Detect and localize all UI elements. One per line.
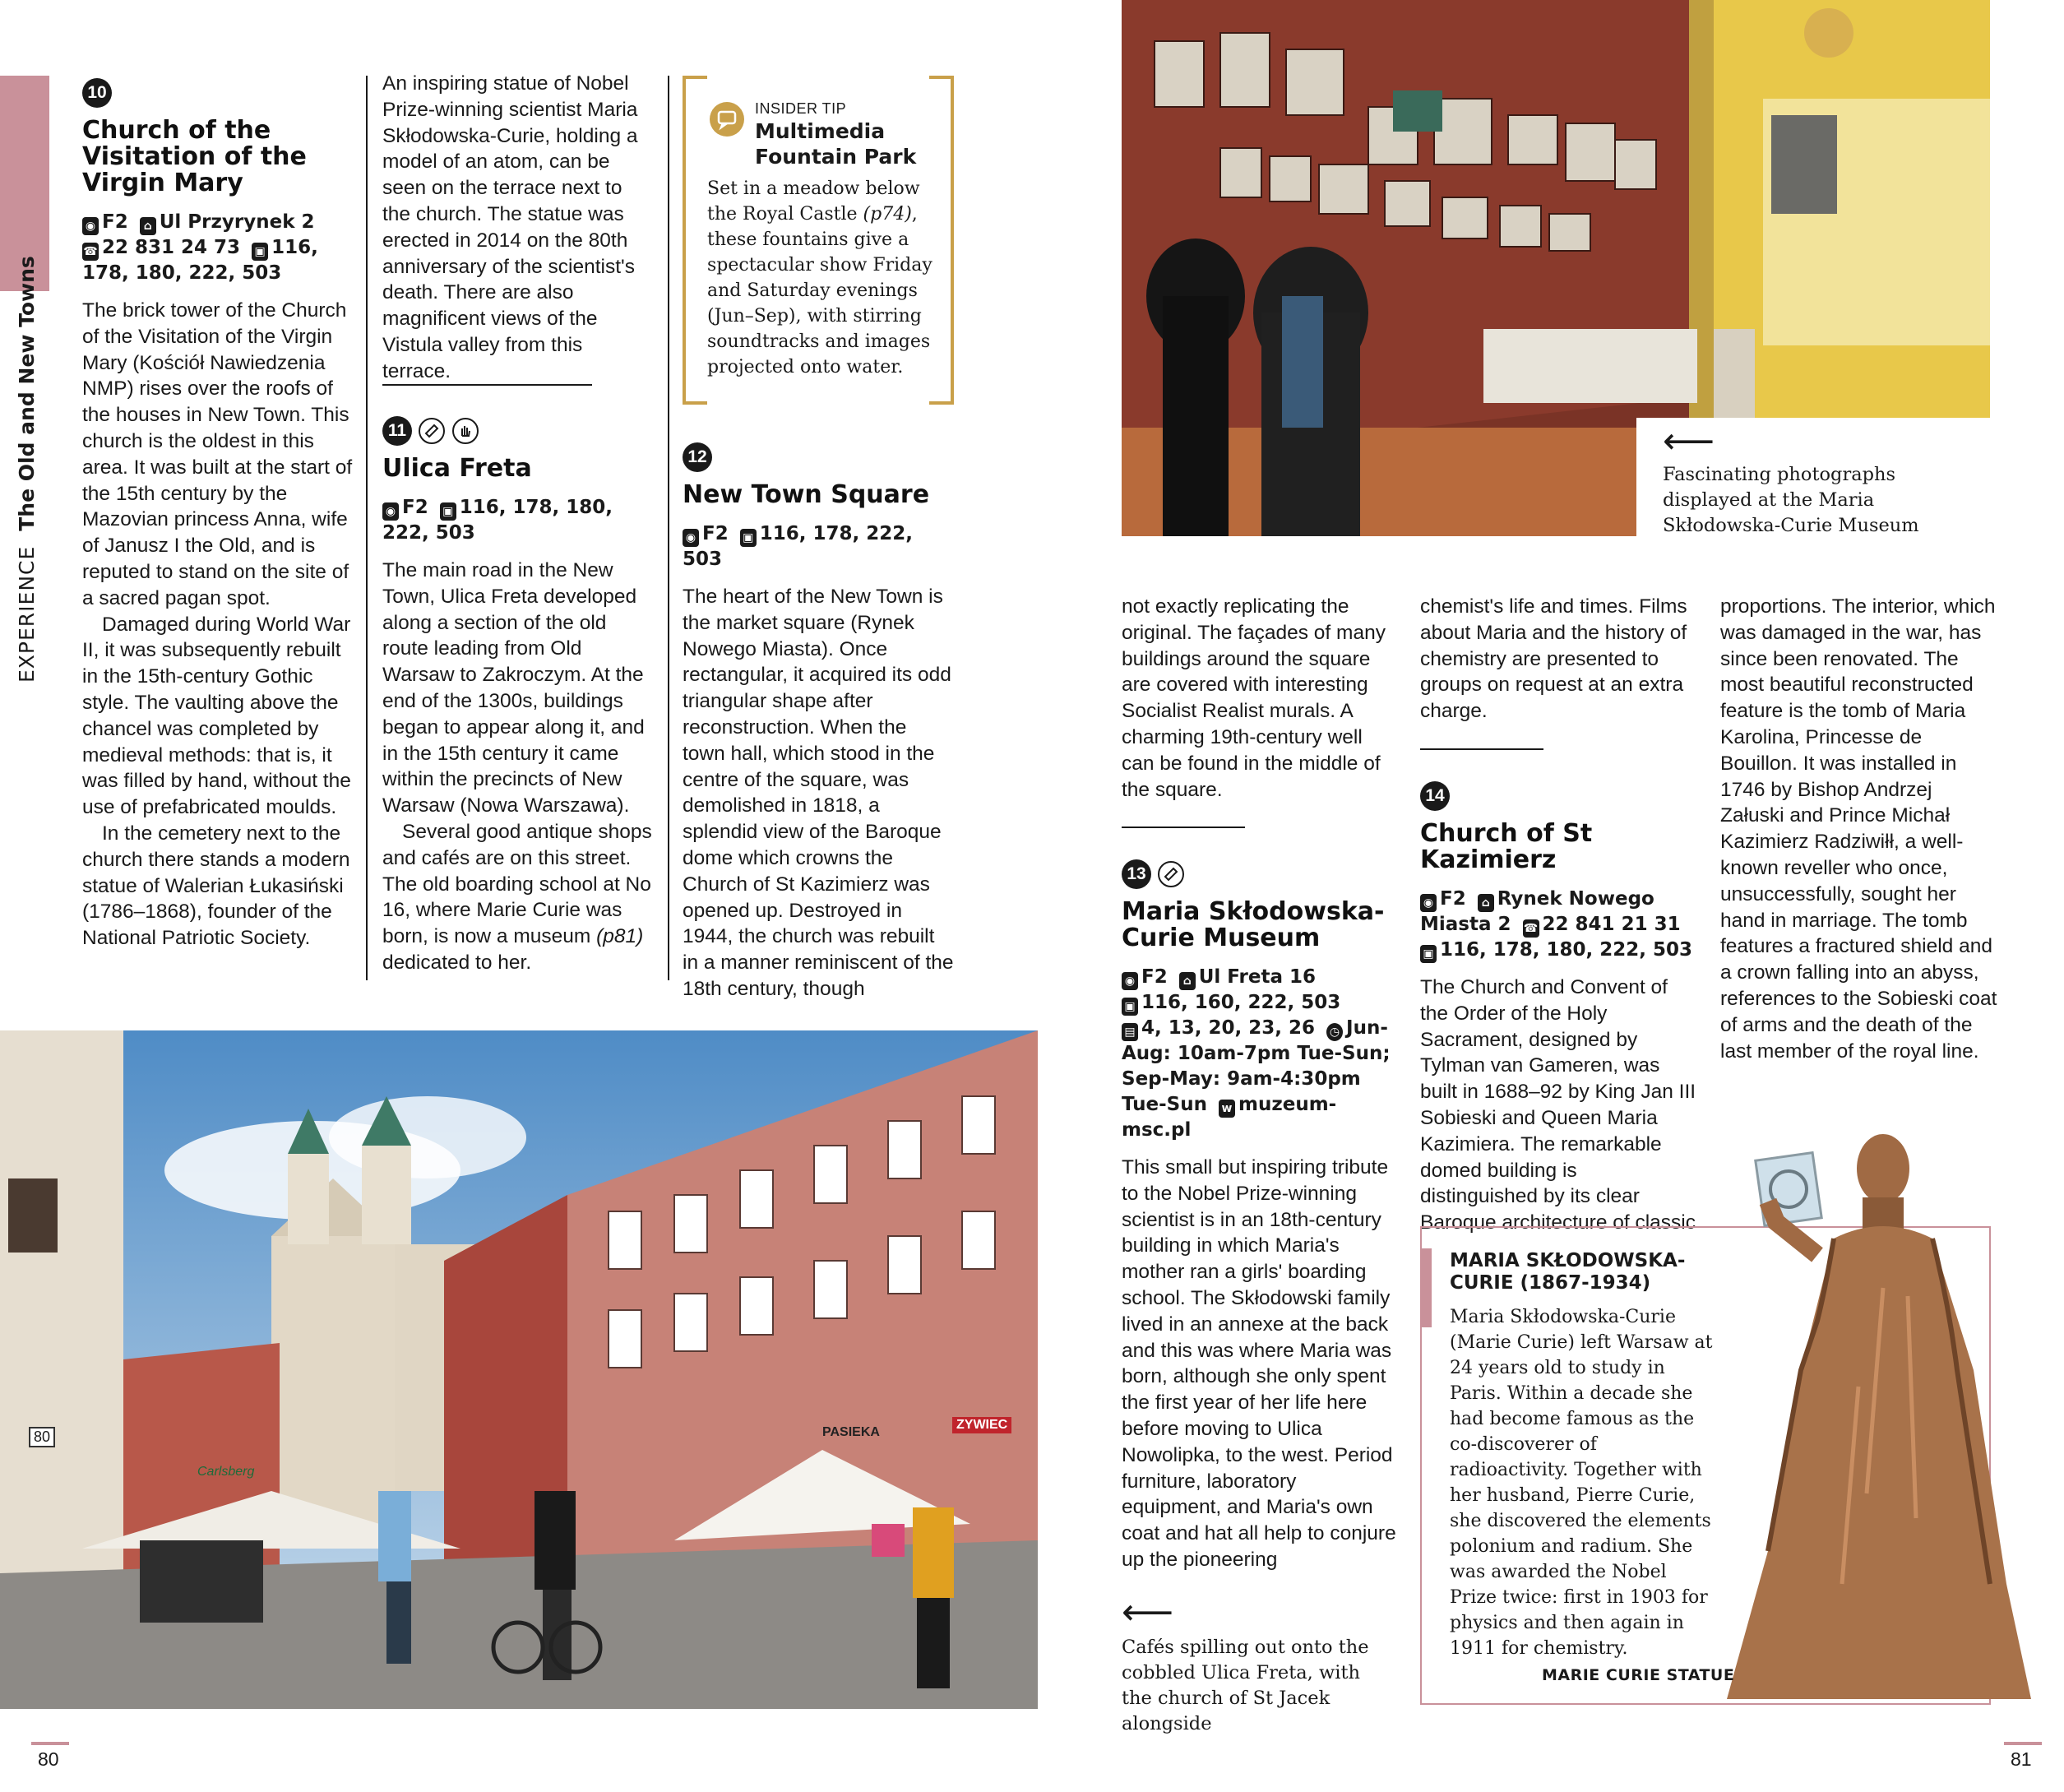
street-sign-pasieka: PASIEKA <box>822 1425 880 1439</box>
map-pin-icon: ◉ <box>1420 894 1437 912</box>
paragraph: The Church and Convent of the Order of the Holy Sacrament, designed by Tylman van Gameren, was built in 1688–92 by King Jan III Sobieski and Queen Maria Kazimiera. The remarkable domed building is distinguished by its clear Baroque architecture of classic <box>1420 976 1696 1234</box>
entry-info: ◉ F2 ⌂ Ul Przyrynek 2 ☎ 22 831 24 73 ▣ 116, 178, 180, 222, 503 <box>82 211 318 284</box>
entry-title: Church of St Kazimierz <box>1420 819 1593 874</box>
entry-number: 11 <box>382 416 412 446</box>
map-pin-icon: ◉ <box>82 217 99 235</box>
paragraph: proportions. The interior, which was damaged in the war, has since been renovated. The most beautiful reconstructed feature is the tomb of Maria Karolina, Princesse de Bouillon. It was installed in 1746 by Bishop Andrzej Załuski and Prince Michał Kazimierz Radziwiłł, a well-known reveller who once, unsuccessfully, sought her hand in marriage. The tomb features a fractured shield and a crown falling into an abyss, references to the Sobieski coat of arms and the death of the last member of the royal line. <box>1720 595 1997 1063</box>
column-6 <box>1420 594 1700 725</box>
paragraph: This small but inspiring tribute to the Nobel Prize-winning scientist is in an 18th-century building in which Maria's mother ran a girls' boarding school. The Skłodowski family lived in an annexe at the back and this was where Maria was born, although she only spent the first year of her life here before moving to Ulica Nowolipka, to the west. Period furniture, laboratory equipment, and Maria's own coat and hat all help to conjure up the pioneering <box>1122 1156 1396 1571</box>
address-icon: ⌂ <box>1179 972 1196 990</box>
house-number-sign: 80 <box>29 1427 55 1447</box>
entry-title: Church of the Visitation of the Virgin Mary <box>82 116 307 197</box>
entry-info: ◉ F2 ⌂ Ul Freta 16 ▣ 116, 160, 222, 503 ▤ 4, 13, 20, 23, 26 ◷ Jun-Aug: 10am-7pm Tue-Sun; Sep-May: 9am-4:30pm Tue-Sun w muzeum-msc.pl <box>1122 966 1391 1141</box>
paragraph: An inspiring statue of Nobel Prize-winning scientist Maria Skłodowska-Curie, holding a model of an atom, can be seen on the terrace next to the church. The statue was erected in 2014 on the 80th anniversary of the scientist's death. There are also magnificent views of the Vistula valley from this terrace. <box>382 72 638 382</box>
clock-icon: ◷ <box>1326 1023 1343 1041</box>
sidebar-text: Maria Skłodowska-Curie (Marie Curie) left Warsaw at 24 years old to study in Paris. Within a decade she had become famous as the co-discoverer of radioactivity. Together with her husband, Pierre Curie, she discovered the elements polonium and radium. She was awarded the Nobel Prize twice: first in 1903 for physics and then again in 1911 for chemistry. <box>1450 1307 1713 1659</box>
side-tab-text <box>15 256 39 683</box>
tip-kicker: INSIDER TIP <box>755 100 847 117</box>
insider-tip-box <box>683 76 954 405</box>
entry-new-town-square <box>683 442 954 1003</box>
map-pin-icon: ◉ <box>1122 972 1138 990</box>
column-7 <box>1720 594 2000 1064</box>
address-icon: ⌂ <box>1478 894 1494 912</box>
museum-interior-photo <box>1122 0 1990 536</box>
bus-icon: ▣ <box>1122 998 1138 1016</box>
column-2 <box>382 71 654 385</box>
hand-icon <box>452 418 479 444</box>
column-5 <box>1122 594 1393 803</box>
ticket-icon <box>419 418 445 444</box>
paragraph: In the cemetery next to the church there stands a modern statue of Walerian Łukasiński (1786–1868), founder of the National Patriotic Society. <box>82 822 350 950</box>
section-label: EXPERIENCE <box>15 545 39 683</box>
page-reference[interactable]: (p74) <box>863 204 912 225</box>
tip-text: Set in a meadow below the Royal Castle (p74), these fountains give a spectacular show Friday and Saturday evenings (Jun–Sep), with stirring soundtracks and images projected onto water. <box>707 178 933 377</box>
entry-title: Maria Skłodowska-Curie Museum <box>1122 897 1385 952</box>
paragraph: not exactly replicating the original. The façades of many buildings around the square are covered with interesting Socialist Realist murals. A charming 19th-century well can be found in the middle of the square. <box>1122 595 1386 801</box>
street-sign-zywiec: ZYWIEC <box>952 1417 1011 1433</box>
paragraph: chemist's life and times. Films about Maria and the history of chemistry are presented to groups on request at an extra charge. <box>1420 595 1687 723</box>
page-number-left: 80 <box>38 1748 59 1770</box>
map-pin-icon: ◉ <box>382 502 399 521</box>
bus-icon: ▣ <box>740 529 757 547</box>
column-divider <box>668 76 669 980</box>
arrow-left-icon: ⟵ <box>1663 420 1715 462</box>
section-rule <box>1122 827 1245 828</box>
bus-icon: ▣ <box>1420 945 1437 963</box>
statue-caption: MARIE CURIE STATUE <box>1542 1666 1735 1684</box>
entry-curie-museum <box>1122 859 1401 1573</box>
entry-ulica-freta <box>382 416 654 976</box>
ticket-icon <box>1158 861 1184 887</box>
marie-curie-statue-photo <box>1678 1123 2056 1716</box>
column-divider <box>366 76 368 980</box>
arrow-left-icon: ⟵ <box>1122 1591 1174 1633</box>
sidebar-title: MARIA SKŁODOWSKA-CURIE (1867-1934) <box>1450 1250 1686 1294</box>
museum-photo-caption: Fascinating photographs displayed at the Maria Skłodowska-Curie Museum <box>1663 464 1919 536</box>
street-photo-caption: Cafés spilling out onto the cobbled Ulica Freta, with the church of St Jacek alongside <box>1122 1637 1369 1734</box>
entry-number: 12 <box>683 442 712 472</box>
street-photo <box>0 1030 1038 1709</box>
paragraph: The brick tower of the Church of the Visitation of the Virgin Mary (Kościół Nawiedzenia NMP) rises over the roofs of the houses in New Town. This church is the oldest in this area. It was built at the start of the 15th century by the Mazovian princess Anna, wife of Janusz I the Old, and is reputed to stand on the site of a sacred pagan spot. <box>82 299 353 609</box>
website-link[interactable]: muzeum-msc.pl <box>1122 1094 1337 1141</box>
page-number-right: 81 <box>2011 1748 2032 1770</box>
entry-number: 10 <box>82 78 112 108</box>
phone-icon: ☎ <box>1523 919 1539 938</box>
entry-number: 14 <box>1420 781 1450 811</box>
entry-info: ◉ F2 ⌂ Rynek Nowego Miasta 2 ☎ 22 841 21 31 ▣ 116, 178, 180, 222, 503 <box>1420 887 1700 963</box>
entry-info: ◉ F2 ▣ 116, 178, 180, 222, 503 <box>382 497 613 544</box>
section-rule <box>1420 748 1543 750</box>
entry-number: 13 <box>1122 859 1151 889</box>
paragraph: The heart of the New Town is the market square (Rynek Nowego Miasta). Once rectangular, it acquired its odd triangular shape after reconstruction. When the town hall, which stood in the centre of the square, was demolished in 1818, a splendid view of the Baroque dome which crowns the Church of St Kazimierz was opened up. Destroyed in 1944, the church was rebuilt in a manner reminiscent of the 18th century, though <box>683 586 954 1000</box>
page-number-accent <box>31 1742 69 1745</box>
entry-info: ◉ F2 ▣ 116, 178, 222, 503 <box>683 523 913 570</box>
entry-title: Ulica Freta <box>382 454 532 483</box>
tip-title: Multimedia Fountain Park <box>755 119 917 169</box>
umbrella-logo: Carlsberg <box>197 1465 255 1479</box>
bus-icon: ▣ <box>440 502 456 521</box>
entry-title: New Town Square <box>683 480 930 509</box>
paragraph: Several good antique shops and cafés are on this street. The old boarding school at No 16, where Marie Curie was born, is now a museum (p81) dedicated to her. <box>382 820 652 974</box>
paragraph: The main road in the New Town, Ulica Freta developed along a section of the old route leading from Old Warsaw to Zakroczym. At the end of the 1300s, buildings began to appear along it, and in the 15th century it came within the precincts of New Warsaw (Nowa Warszawa). <box>382 559 645 817</box>
bus-icon: ▣ <box>252 243 268 261</box>
speech-bubble-icon <box>710 102 744 137</box>
website-icon: w <box>1219 1100 1235 1118</box>
map-pin-icon: ◉ <box>683 529 699 547</box>
sidebar-accent-bar <box>1420 1248 1432 1327</box>
address-icon: ⌂ <box>140 217 156 235</box>
entry-church-visitation <box>82 78 354 952</box>
tram-icon: ▤ <box>1122 1023 1138 1041</box>
paragraph: Damaged during World War II, it was subsequently rebuilt in the 15th-century Gothic style. The vaulting above the chancel was completed by medieval methods: that is, it was filled by hand, without the use of prefabricated moulds. <box>82 613 351 819</box>
section-rule <box>382 384 592 386</box>
page-number-accent <box>2004 1742 2042 1745</box>
phone-icon: ☎ <box>82 243 99 261</box>
chapter-label: The Old and New Towns <box>15 256 39 531</box>
entry-st-kazimierz <box>1420 781 1700 1236</box>
page-reference[interactable]: (p81) <box>596 925 644 948</box>
